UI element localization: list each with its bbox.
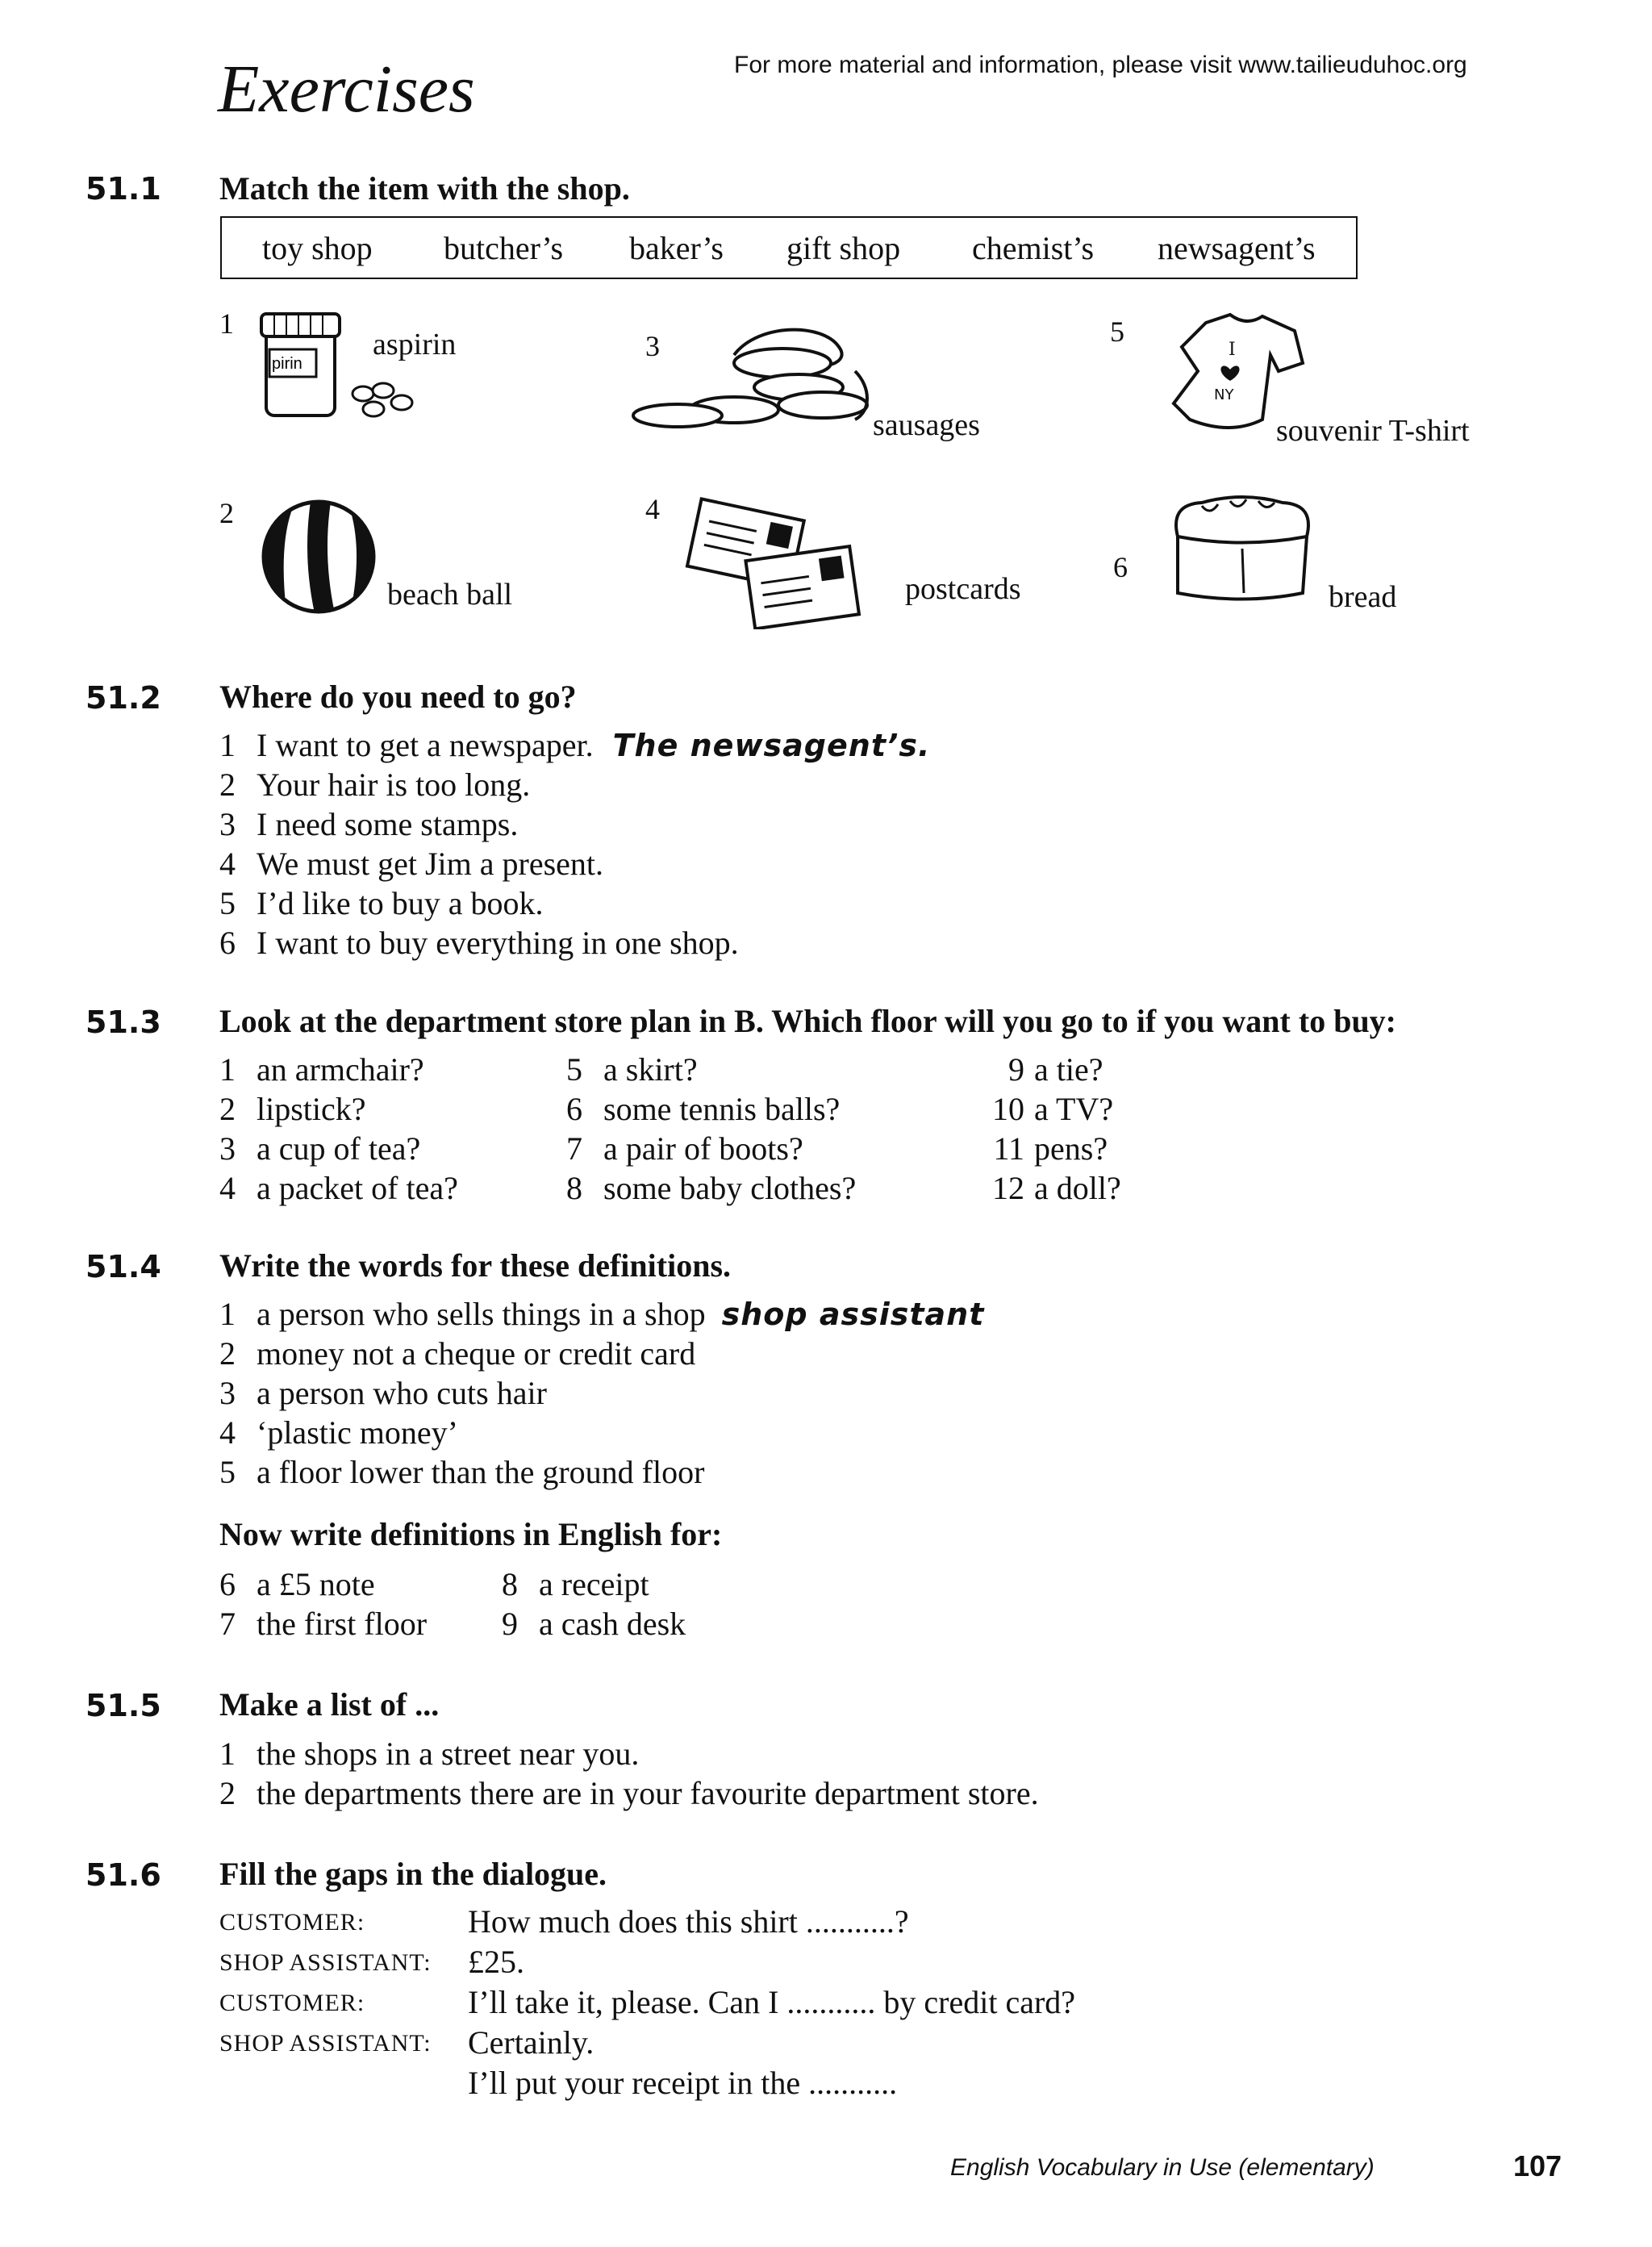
bottle-label: pirin bbox=[272, 355, 302, 373]
beach-ball-icon bbox=[254, 492, 383, 621]
speaker: CUSTOMER: bbox=[219, 1990, 365, 2016]
list-item: 12 a doll? bbox=[992, 1170, 1121, 1206]
question-column bbox=[219, 1565, 510, 1644]
question-column bbox=[502, 1565, 792, 1644]
list-item: 1 I want to get a newspaper. The newsagent’s. bbox=[219, 727, 931, 763]
dialogue-text: Certainly. bbox=[468, 2024, 594, 2061]
item-label: souvenir T-shirt bbox=[1276, 414, 1470, 448]
list-item: 2 Your hair is too long. bbox=[219, 766, 531, 803]
list-item: 6 a £5 note bbox=[219, 1566, 375, 1602]
item-label: sausages bbox=[873, 408, 980, 442]
list-item: 5 I’d like to buy a book. bbox=[219, 885, 544, 921]
item-label: beach ball bbox=[387, 578, 513, 612]
list-item: 2 the departments there are in your favourite department store. bbox=[219, 1775, 1039, 1811]
exercise-subtitle: Now write definitions in English for: bbox=[219, 1516, 723, 1552]
handwritten-answer: The newsagent’s. bbox=[612, 728, 931, 763]
list-item: 6 some tennis balls? bbox=[566, 1091, 841, 1127]
list-item: 1 the shops in a street near you. bbox=[219, 1735, 640, 1772]
list-item: 5 a floor lower than the ground floor bbox=[219, 1454, 705, 1490]
svg-text:NY: NY bbox=[1214, 386, 1234, 403]
list-item: 10 a TV? bbox=[992, 1091, 1114, 1127]
question-column bbox=[566, 1050, 937, 1209]
speaker: CUSTOMER: bbox=[219, 1909, 365, 1936]
shop-word: newsagent’s bbox=[1158, 230, 1316, 266]
dialogue-text: How much does this shirt ...........? bbox=[468, 1903, 909, 1940]
handwritten-answer: shop assistant bbox=[721, 1297, 985, 1332]
list-item: 2 money not a cheque or credit card bbox=[219, 1335, 696, 1372]
dialogue-text: I’ll take it, please. Can I ........... by credit card? bbox=[468, 1984, 1076, 2020]
list-item: 4 We must get Jim a present. bbox=[219, 846, 604, 882]
item-number: 2 bbox=[219, 497, 234, 529]
item-number: 1 bbox=[219, 307, 234, 340]
dialogue-text: I’ll put your receipt in the ........... bbox=[468, 2065, 898, 2101]
exercise-number: 51.5 bbox=[86, 1688, 161, 1723]
shop-word: baker’s bbox=[629, 230, 724, 266]
shop-word: chemist’s bbox=[972, 230, 1095, 266]
list-item: 8 some baby clothes? bbox=[566, 1170, 857, 1206]
page-number: 107 bbox=[1513, 2149, 1562, 2182]
dialogue bbox=[219, 1902, 1429, 2104]
list-item: 9 a tie? bbox=[1008, 1051, 1103, 1088]
shop-word: gift shop bbox=[786, 230, 901, 266]
shop-word: butcher’s bbox=[444, 230, 564, 266]
dialogue-line bbox=[219, 1943, 1429, 1983]
exercise-title: Look at the department store plan in B. Which floor will you go to if you want to buy: bbox=[219, 1003, 1397, 1039]
bread-icon bbox=[1153, 488, 1323, 609]
exercise-title: Fill the gaps in the dialogue. bbox=[219, 1856, 607, 1892]
list-item: 1 a person who sells things in a shop shop assistant bbox=[219, 1296, 985, 1332]
exercise-number: 51.4 bbox=[86, 1249, 161, 1284]
exercise-title: Write the words for these definitions. bbox=[219, 1247, 732, 1284]
dialogue-line bbox=[219, 2024, 1429, 2064]
shop-word-box bbox=[220, 216, 1358, 279]
list-item: 3 a cup of tea? bbox=[219, 1130, 421, 1167]
speaker: SHOP ASSISTANT: bbox=[219, 2030, 432, 2057]
list-item: 3 I need some stamps. bbox=[219, 806, 519, 842]
list-item: 9 a cash desk bbox=[502, 1606, 686, 1642]
page-title: Exercises bbox=[218, 52, 475, 127]
list-item: 4 ‘plastic money’ bbox=[219, 1414, 458, 1451]
list-item: 5 a skirt? bbox=[566, 1051, 698, 1088]
exercise-list bbox=[219, 1735, 1429, 1814]
website-notice: For more material and information, please visit www.tailieuduhoc.org bbox=[734, 52, 1467, 78]
svg-text:I: I bbox=[1229, 340, 1236, 360]
list-item: 2 lipstick? bbox=[219, 1091, 366, 1127]
dialogue-line bbox=[219, 1983, 1429, 2024]
list-item: 4 a packet of tea? bbox=[219, 1170, 458, 1206]
exercise-number: 51.6 bbox=[86, 1857, 161, 1893]
exercise-number: 51.3 bbox=[86, 1004, 161, 1040]
shop-word: toy shop bbox=[262, 230, 373, 266]
exercise-number: 51.1 bbox=[86, 171, 161, 207]
list-item: 3 a person who cuts hair bbox=[219, 1375, 547, 1411]
dialogue-line bbox=[219, 2064, 1429, 2104]
question-column bbox=[960, 1050, 1202, 1209]
item-number: 5 bbox=[1110, 315, 1124, 348]
question-column bbox=[219, 1050, 574, 1209]
item-label: bread bbox=[1329, 580, 1397, 614]
item-number: 3 bbox=[645, 330, 660, 362]
list-item: 7 a pair of boots? bbox=[566, 1130, 803, 1167]
list-item: 8 a receipt bbox=[502, 1566, 649, 1602]
speaker: SHOP ASSISTANT: bbox=[219, 1949, 432, 1976]
sausages-icon bbox=[621, 315, 879, 436]
item-label: aspirin bbox=[373, 328, 457, 361]
list-item: 1 an armchair? bbox=[219, 1051, 424, 1088]
exercise-list bbox=[219, 1295, 1268, 1493]
item-label: postcards bbox=[905, 572, 1021, 606]
list-item: 7 the first floor bbox=[219, 1606, 428, 1642]
item-number: 4 bbox=[645, 493, 660, 525]
list-item: 6 I want to buy everything in one shop. bbox=[219, 925, 739, 961]
dialogue-text: £25. bbox=[468, 1944, 524, 1980]
postcards-icon bbox=[678, 492, 871, 629]
exercise-title: Match the item with the shop. bbox=[219, 170, 630, 207]
exercise-list bbox=[219, 726, 1187, 963]
exercise-title: Where do you need to go? bbox=[219, 679, 577, 715]
dialogue-line bbox=[219, 1902, 1429, 1943]
item-number: 6 bbox=[1113, 551, 1128, 583]
book-title: English Vocabulary in Use (elementary) bbox=[950, 2154, 1375, 2181]
exercise-number: 51.2 bbox=[86, 680, 161, 716]
list-item: 11 pens? bbox=[993, 1130, 1108, 1167]
exercise-title: Make a list of ... bbox=[219, 1686, 440, 1723]
